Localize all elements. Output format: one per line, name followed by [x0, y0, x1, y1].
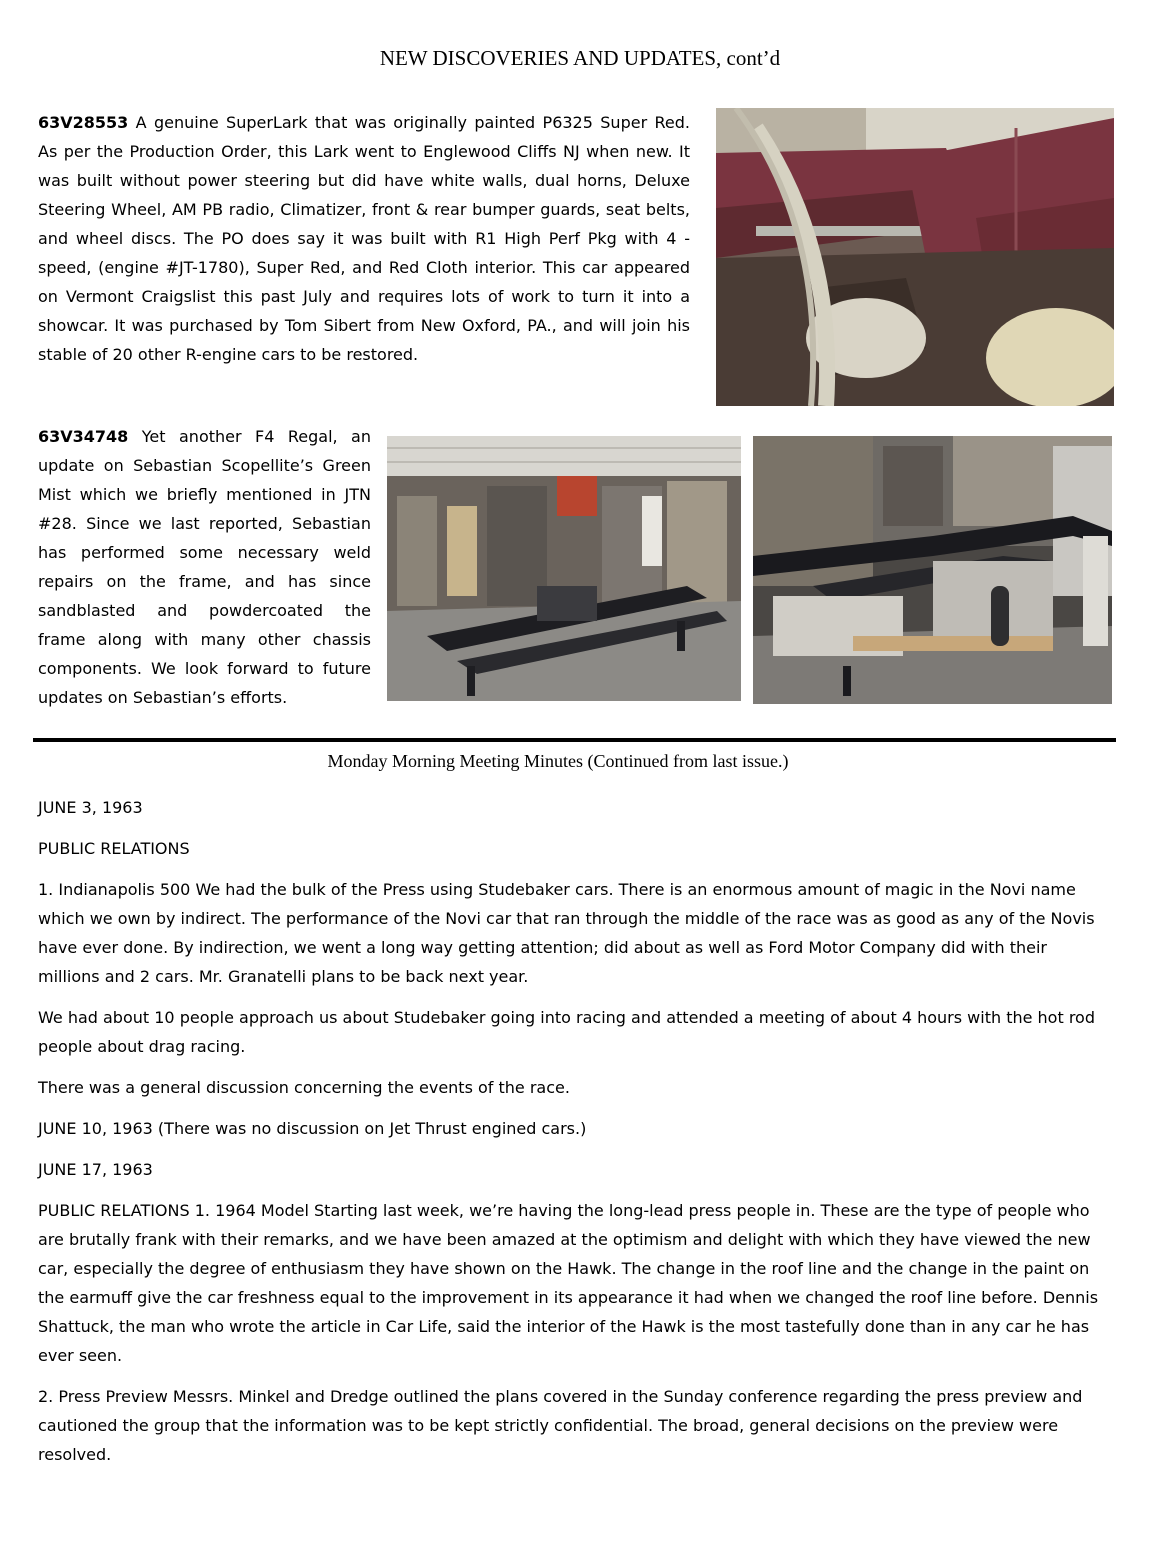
garage-frame-photo-2: [753, 436, 1112, 704]
page-heading: NEW DISCOVERIES AND UPDATES, cont’d: [379, 46, 781, 70]
minutes-paragraph: 1. Indianapolis 500 We had the bulk of the Press using Studebaker cars. There is an enormous amount of magic in the Novi name which we own by indirect. The performance of the Novi car that ran through the middle of the race was as good as any of the Novis have ever done. By indirection, we went a long way getting attention; did about as well as Ford Motor Company did with their millions and 2 cars. Mr. Granatelli plans to be back next year.: [38, 880, 1095, 986]
minutes-paragraph: There was a general discussion concerning the events of the race.: [38, 1078, 570, 1097]
minutes-paragraph: PUBLIC RELATIONS: [38, 839, 190, 858]
entry-vin: 63V28553: [38, 113, 129, 132]
entry-description: A genuine SuperLark that was originally painted P6325 Super Red. As per the Production Order, this Lark went to Englewood Cliffs NJ when new. It was built without power steering but did have white walls, dual horns, Deluxe Steering Wheel, AM PB radio, Climatizer, front & rear bumper guards, seat belts, and wheel discs. The PO does say it was built with R1 High Perf Pkg with 4 -speed, (engine #JT-1780), Super Red, and Red Cloth interior. This car appeared on Vermont Craigslist this past July and requires lots of work to turn it into a showcar. It was purchased by Tom Sibert from New Oxford, PA., and will join his stable of 20 other R-engine cars to be restored.: [38, 113, 690, 364]
minutes-paragraph: JUNE 10, 1963 (There was no discussion on Jet Thrust engined cars.): [38, 1119, 587, 1138]
garage-frame-photo-1: [387, 436, 741, 701]
minutes-paragraph: PUBLIC RELATIONS 1. 1964 Model Starting last week, we’re having the long-lead press people in. These are the type of people who are brutally frank with their remarks, and we have been amazed at the optimism and delight with which they have viewed the new car, especially the degree of enthusiasm they have shown on the Hawk. The change in the roof line and the change in the paint on the earmuff give the car freshness equal to the improvement in its appearance it had when we changed the roof line before. Dennis Shattuck, the man who wrote the article in Car Life, said the interior of the Hawk is the most tastefully done than in any car he has ever seen.: [38, 1201, 1099, 1365]
entry-63v34748: [38, 422, 371, 712]
car-interior-photo: [716, 108, 1114, 406]
minutes-title: Monday Morning Meeting Minutes (Continued from last issue.): [327, 751, 789, 771]
minutes-paragraph: 2. Press Preview Messrs. Minkel and Dredge outlined the plans covered in the Sunday conference regarding the press preview and cautioned the group that the information was to be kept strictly confidential. The broad, general decisions on the preview were resolved.: [38, 1387, 1083, 1464]
section-divider: [33, 738, 1116, 742]
minutes-paragraph: JUNE 3, 1963: [38, 798, 143, 817]
entry-63v28553: [38, 108, 690, 369]
minutes-paragraph: JUNE 17, 1963: [38, 1160, 153, 1179]
minutes-body: [38, 793, 1108, 1481]
entry-description: Yet another F4 Regal, an update on Sebastian Scopellite’s Green Mist which we briefly mentioned in JTN #28. Since we last reported, Sebastian has performed some necessary weld repairs on the frame, and has since sandblasted and powdercoated the frame along with many other chassis components. We look forward to future updates on Sebastian’s efforts.: [38, 427, 371, 707]
entry-vin: 63V34748: [38, 427, 129, 446]
minutes-paragraph: We had about 10 people approach us about Studebaker going into racing and attended a meeting of about 4 hours with the hot rod people about drag racing.: [38, 1008, 1095, 1056]
